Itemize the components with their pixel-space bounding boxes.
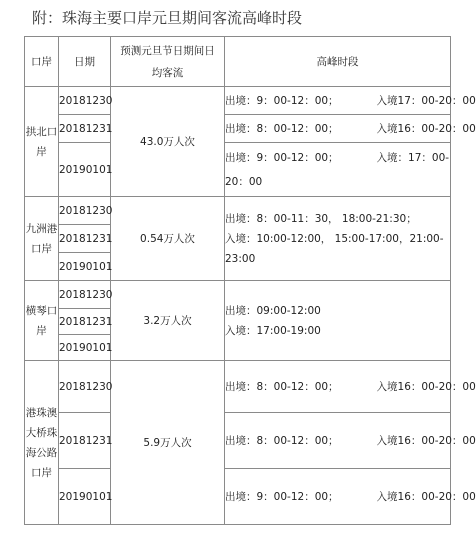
date-cell: 20181230 [59, 87, 111, 115]
peak-line [225, 91, 476, 111]
peak-line [225, 119, 476, 139]
peak-out: 出境：9：00-12：00； [225, 151, 339, 164]
peak-cell-hengqin [225, 281, 451, 361]
table-row [25, 115, 451, 143]
peak-line [225, 487, 476, 507]
port-jiuzhou: 九洲港口岸 [25, 197, 59, 281]
date-cell: 20181231 [59, 115, 111, 143]
peak-out: 出境：8：00-12：00； [225, 434, 339, 447]
date-cell: 20181231 [59, 225, 111, 253]
peak-line [225, 146, 450, 194]
peak-out: 出境：8：00-11：30， 18:00-21:30； [225, 212, 417, 225]
date-cell: 20181230 [59, 361, 111, 413]
table-row [25, 87, 451, 115]
table-row [25, 143, 451, 197]
peak-cell [225, 115, 476, 143]
date-cell: 20190101 [59, 253, 111, 281]
header-forecast [111, 37, 225, 87]
date-cell: 20190101 [59, 143, 111, 197]
port-hzmb: 港珠澳大桥珠海公路口岸 [25, 361, 59, 525]
header-date: 日期 [59, 37, 111, 87]
table-row [25, 281, 451, 309]
peak-in: 入境：10:00-12:00， 15:00-17:00，21:00-23:00 [225, 232, 444, 265]
header-row [25, 37, 451, 87]
table-row [25, 197, 451, 225]
date-cell: 20190101 [59, 469, 111, 525]
date-cell: 20190101 [59, 335, 111, 361]
port-hengqin: 横琴口岸 [25, 281, 59, 361]
date-cell: 20181230 [59, 281, 111, 309]
peak-in: 入境17：00-20：00 [376, 94, 476, 107]
peak-cell [225, 87, 476, 115]
peak-line [225, 431, 476, 451]
port-gongbei: 拱北口岸 [25, 87, 59, 197]
date-cell: 20181230 [59, 197, 111, 225]
flow-hzmb: 5.9万人次 [111, 361, 225, 525]
peak-out: 出境：9：00-12：00； [225, 490, 339, 503]
flow-hengqin: 3.2万人次 [111, 281, 225, 361]
date-cell: 20181231 [59, 413, 111, 469]
peak-cell [225, 361, 476, 413]
peak-cell [225, 469, 476, 525]
peak-cell-jiuzhou [225, 197, 451, 281]
peak-out: 出境：8：00-12：00； [225, 122, 339, 135]
peak-in: 入境16：00-20：00 [376, 380, 476, 393]
flow-jiuzhou: 0.54万人次 [111, 197, 225, 281]
peak-in: 入境：17：00-20：00 [225, 151, 450, 188]
header-port: 口岸 [25, 37, 59, 87]
peak-out: 出境：09:00-12:00 [225, 304, 321, 317]
header-peak: 高峰时段 [225, 37, 451, 87]
page-title: 附：珠海主要口岸元旦期间客流高峰时段 [32, 9, 303, 27]
peak-in: 入境16：00-20：00 [376, 434, 476, 447]
peak-line [225, 377, 476, 397]
port-flow-table [24, 36, 476, 525]
header-forecast-text: 预测元旦节日期间日均客流 [120, 44, 215, 79]
peak-in: 入境16：00-20：00 [376, 122, 476, 135]
peak-out: 出境：9：00-12：00； [225, 94, 339, 107]
date-cell: 20181231 [59, 309, 111, 335]
table-row [25, 413, 451, 469]
peak-in: 入境16：00-20：00 [376, 490, 476, 503]
table-row [25, 469, 451, 525]
peak-in: 入境：17:00-19:00 [225, 324, 321, 337]
peak-out: 出境：8：00-12：00； [225, 380, 339, 393]
flow-gongbei: 43.0万人次 [111, 87, 225, 197]
peak-cell [225, 413, 476, 469]
peak-cell [225, 143, 451, 197]
table-row [25, 361, 451, 413]
